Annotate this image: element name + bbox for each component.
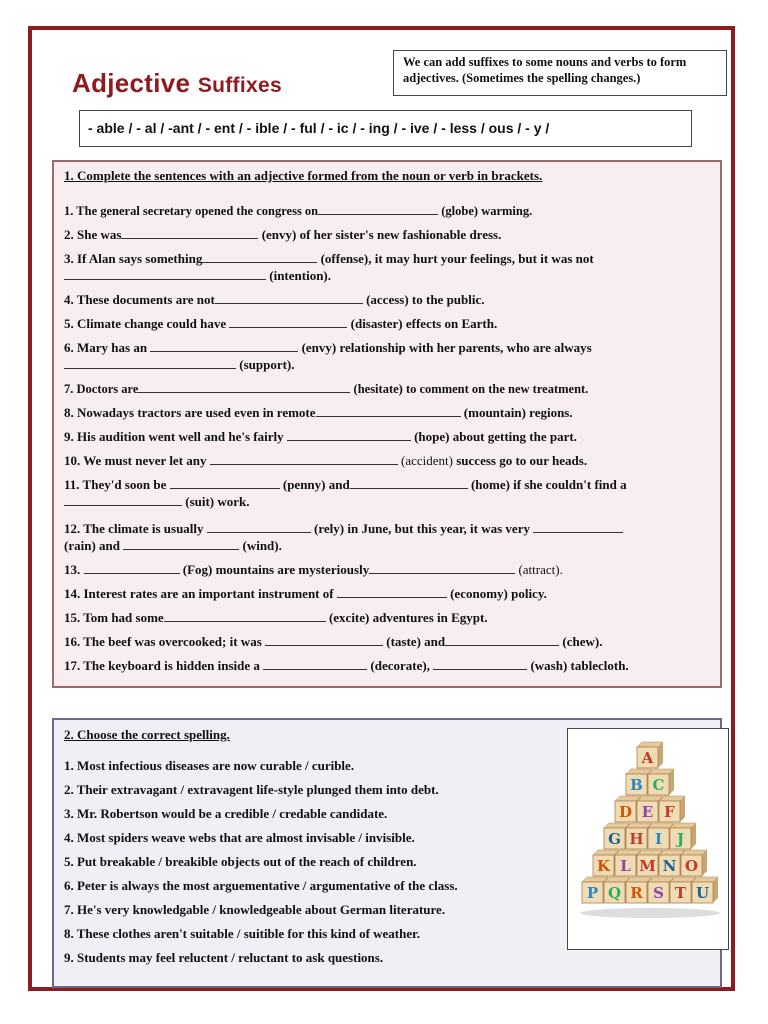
block-letter: G: [608, 830, 621, 848]
sentence-11-rest: (home) if she couldn't find a: [467, 477, 627, 492]
sentence-11-text: 11. They'd soon be: [64, 477, 170, 492]
answer-blank[interactable]: [150, 339, 298, 352]
sentence-16-text: 16. The beef was overcooked; it was: [64, 634, 266, 649]
sentence-3-end: (intention).: [266, 268, 331, 283]
answer-blank[interactable]: [210, 452, 398, 465]
block-letter: D: [618, 803, 633, 821]
sentence-15-rest: (excite) adventures in Egypt.: [325, 610, 488, 625]
answer-blank[interactable]: [138, 380, 350, 393]
sentence-5-text: 5. Climate change could have: [64, 316, 230, 331]
sentence-10-rest: success go to our heads.: [452, 453, 588, 468]
sentence-10-hint: (accident): [397, 453, 453, 468]
suffix-list: - able / - al / -ant / - ent / - ible / - ful / - ic / - ing / - ive / - less / ous / - y /: [79, 110, 692, 147]
letter-block: [681, 850, 707, 876]
sentence-9-text: 9. His audition went well and he's fairly: [64, 429, 287, 444]
answer-blank[interactable]: [369, 561, 515, 574]
answer-blank[interactable]: [533, 520, 623, 533]
answer-blank[interactable]: [64, 493, 182, 506]
alphabet-blocks-image: [567, 728, 729, 950]
answer-blank[interactable]: [350, 476, 468, 489]
answer-blank[interactable]: [318, 202, 438, 215]
answer-blank[interactable]: [215, 291, 363, 304]
block-letter: S: [653, 884, 664, 902]
sentence-17: [64, 657, 714, 674]
exercise-1-panel: [52, 160, 722, 688]
spelling-item-6: 6. Peter is always the most arguementative / argumentative of the class.: [64, 878, 458, 893]
sentence-1-rest: (globe) warming.: [438, 204, 533, 218]
block-letter: T: [674, 884, 687, 902]
sentence-12: [64, 520, 714, 554]
block-letter: P: [586, 884, 599, 902]
sentence-8-text: 8. Nowadays tractors are used even in remote: [64, 405, 316, 420]
sentence-16-mid: (taste) and: [383, 634, 446, 649]
block-letter: N: [662, 857, 677, 875]
block-letter: O: [684, 857, 699, 875]
answer-blank[interactable]: [337, 585, 447, 598]
title-main: Adjective: [72, 68, 198, 98]
letter-block: [648, 769, 674, 795]
sentence-17-rest: (wash) tablecloth.: [527, 658, 629, 673]
sentence-9-rest: (hope) about getting the part.: [410, 429, 577, 444]
answer-blank[interactable]: [207, 520, 311, 533]
alphabet-blocks-illustration: [568, 729, 728, 949]
block-letter: K: [596, 857, 611, 875]
answer-blank[interactable]: [64, 356, 236, 369]
spelling-item-8: 8. These clothes aren't suitable / suitible for this kind of weather.: [64, 926, 420, 941]
sentence-9: [64, 428, 714, 445]
sentence-14: [64, 585, 714, 602]
answer-blank[interactable]: [316, 404, 461, 417]
sentence-11-end: (suit) work.: [182, 494, 250, 509]
sentence-4: [64, 291, 714, 308]
sentence-6-end: (support).: [236, 357, 295, 372]
sentence-4-text: 4. These documents are not: [64, 292, 215, 307]
answer-blank[interactable]: [229, 315, 347, 328]
sentence-13-text: 13.: [64, 562, 84, 577]
sentence-13-mid: (Fog) mountains are mysteriously: [179, 562, 370, 577]
spelling-item-2: 2. Their extravagant / extravagent life-style plunged them into debt.: [64, 782, 439, 797]
spelling-item-7: 7. He's very knowledgable / knowledgeable about German literature.: [64, 902, 446, 917]
answer-blank[interactable]: [164, 609, 326, 622]
sentence-2: [64, 226, 714, 243]
letter-block: [637, 742, 663, 768]
sentence-2-rest: (envy) of her sister's new fashionable dress.: [258, 227, 502, 242]
sentence-12-line2: (rain) and: [64, 538, 124, 553]
sentence-6: [64, 339, 714, 373]
spelling-item-9: 9. Students may feel reluctent / reluctant to ask questions.: [64, 950, 384, 965]
sentence-11: [64, 476, 714, 510]
info-box: We can add suffixes to some nouns and verbs to form adjectives. (Sometimes the spelling changes.): [393, 50, 727, 96]
sentence-6-text: 6. Mary has an: [64, 340, 151, 355]
sentence-3: [64, 250, 714, 284]
spelling-item-1: 1. Most infectious diseases are now curable / curible.: [64, 758, 355, 773]
spelling-item-4: 4. Most spiders weave webs that are almost invisable / invisible.: [64, 830, 415, 845]
sentence-13: [64, 561, 714, 578]
sentence-3-text: 3. If Alan says something: [64, 251, 203, 266]
sentence-8: [64, 404, 714, 421]
sentence-7: [64, 380, 714, 398]
sentence-15: [64, 609, 714, 626]
sentence-15-text: 15. Tom had some: [64, 610, 164, 625]
exercise-1-heading: 1. Complete the sentences with an adjective formed from the noun or verb in brackets.: [64, 168, 543, 183]
sentence-8-rest: (mountain) regions.: [460, 405, 573, 420]
sentence-5-rest: (disaster) effects on Earth.: [347, 316, 498, 331]
spelling-item-5: 5. Put breakable / breakible objects out of the reach of children.: [64, 854, 417, 869]
block-letter: B: [630, 776, 643, 794]
sentence-16-rest: (chew).: [559, 634, 603, 649]
block-letter: F: [664, 803, 675, 821]
page-title: [72, 68, 282, 99]
sentence-12-text: 12. The climate is usually: [64, 521, 207, 536]
sentence-12-end: (wind).: [239, 538, 282, 553]
sentence-13-hint: (attract).: [515, 562, 563, 577]
blocks-shadow: [580, 908, 720, 918]
sentence-6-rest: (envy) relationship with her parents, who are always: [298, 340, 592, 355]
answer-blank[interactable]: [121, 226, 258, 239]
sentence-10-text: 10. We must never let any: [64, 453, 210, 468]
sentence-17-mid: (decorate),: [367, 658, 434, 673]
sentence-2-text: 2. She was: [64, 227, 122, 242]
block-letter: L: [620, 857, 631, 875]
sentence-11-mid: (penny) and: [279, 477, 350, 492]
sentence-1-text: 1. The general secretary opened the congress on: [64, 204, 319, 218]
answer-blank[interactable]: [263, 657, 367, 670]
block-letter: I: [654, 830, 663, 848]
block-letter: U: [695, 884, 710, 902]
answer-blank[interactable]: [433, 657, 527, 670]
letter-block: [692, 877, 718, 903]
spelling-item-3: 3. Mr. Robertson would be a credible / credable candidate.: [64, 806, 388, 821]
letter-block: [670, 823, 696, 849]
sentence-3-rest: (offense), it may hurt your feelings, but it was not: [317, 251, 594, 266]
sentence-10: [64, 452, 714, 469]
sentence-4-rest: (access) to the public.: [362, 292, 485, 307]
block-letter: J: [676, 830, 685, 848]
answer-blank[interactable]: [123, 537, 239, 550]
sentence-1: [64, 202, 714, 220]
exercise-2-heading: 2. Choose the correct spelling.: [64, 727, 230, 742]
sentence-16: [64, 633, 714, 650]
sentence-14-text: 14. Interest rates are an important instrument of: [64, 586, 337, 601]
sentence-14-rest: (economy) policy.: [446, 586, 547, 601]
sentence-17-text: 17. The keyboard is hidden inside a: [64, 658, 264, 673]
block-letter: C: [652, 776, 665, 794]
block-letter: R: [630, 884, 643, 902]
answer-blank[interactable]: [84, 561, 180, 574]
sentence-7-text: 7. Doctors are: [64, 382, 139, 396]
block-letter: H: [629, 830, 644, 848]
answer-blank[interactable]: [445, 633, 559, 646]
title-small: Suffixes: [197, 74, 282, 97]
sentence-5: [64, 315, 714, 332]
sentence-7-rest: (hesitate) to comment on the new treatment.: [350, 382, 589, 396]
block-letter: M: [639, 857, 656, 875]
answer-blank[interactable]: [170, 476, 280, 489]
sentence-12-mid: (rely) in June, but this year, it was very: [310, 521, 534, 536]
block-letter: Q: [607, 884, 622, 902]
block-letter: E: [641, 803, 654, 821]
answer-blank[interactable]: [287, 428, 411, 441]
block-letter: A: [641, 749, 654, 767]
answer-blank[interactable]: [265, 633, 383, 646]
answer-blank[interactable]: [202, 250, 317, 263]
answer-blank[interactable]: [64, 267, 266, 280]
letter-block: [659, 796, 685, 822]
